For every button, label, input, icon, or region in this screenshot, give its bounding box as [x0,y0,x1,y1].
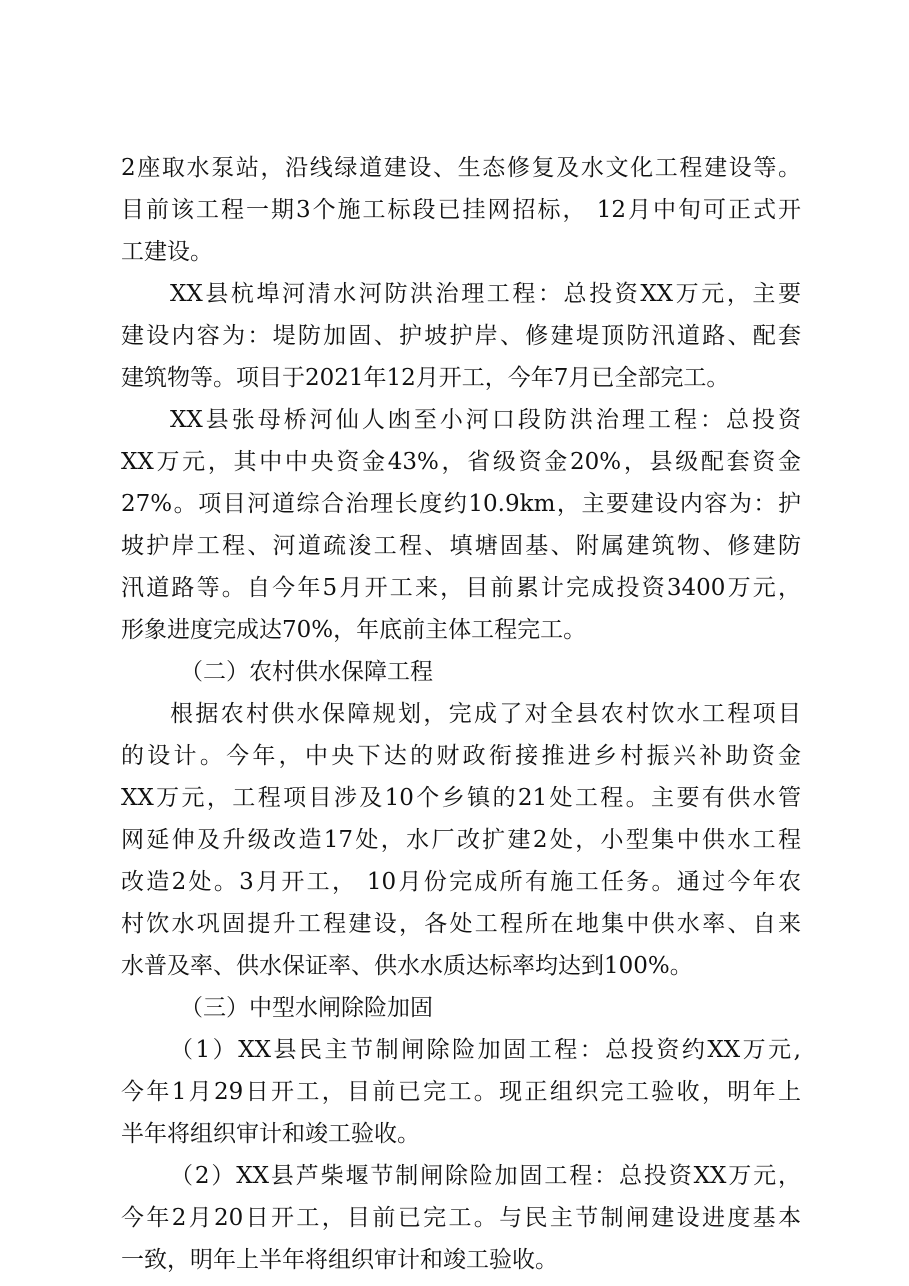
paragraph-line: 坡护岸工程、河道疏浚工程、填塘固基、附属建筑物、修建防 [121,533,801,559]
paragraph-line: 一致，明年上半年将组织审计和竣工验收。 [121,1247,558,1273]
paragraph-line: 根据农村供水保障规划，完成了对全县农村饮水工程项目 [170,701,801,727]
paragraph-line: 建筑物等。项目于2021年12月开工，今年7月已全部完工。 [121,365,730,391]
paragraph-line: 目前该工程一期3个施工标段已挂网招标， 12月中旬可正式开 [121,197,801,223]
paragraph-line: 形象进度完成达70%，年底前主体工程完工。 [121,617,587,643]
paragraph-line: （1）XX县民主节制闸除险加固工程：总投资约XX万元, [170,1037,801,1063]
paragraph-line: 工建设。 [121,239,213,265]
paragraph-line: 半年将组织审计和竣工验收。 [121,1121,420,1147]
paragraph-line: XX万元，其中中央资金43%，省级资金20%，县级配套资金 [121,449,801,475]
paragraph-line: 网延伸及升级改造17处，水厂改扩建2处，小型集中供水工程 [121,827,801,853]
paragraph-line: 建设内容为：堤防加固、护坡护岸、修建堤顶防汛道路、配套 [121,323,801,349]
paragraph-line: XX万元，工程项目涉及10个乡镇的21处工程。主要有供水管 [121,785,801,811]
paragraph-line: 村饮水巩固提升工程建设，各处工程所在地集中供水率、自来 [121,911,801,937]
paragraph-line: XX县杭埠河清水河防洪治理工程：总投资XX万元，主要 [170,281,801,307]
paragraph-line: XX县张母桥河仙人凼至小河口段防洪治理工程：总投资 [170,407,801,433]
paragraph-line: 水普及率、供水保证率、供水水质达标率均达到100%。 [121,953,693,979]
paragraph-line: 今年2月20日开工，目前已完工。与民主节制闸建设进度基本 [121,1205,801,1231]
section-heading: （二）农村供水保障工程 [180,659,433,685]
paragraph-line: 改造2处。3月开工， 10月份完成所有施工任务。通过今年农 [121,869,801,895]
paragraph-line: 的设计。今年，中央下达的财政衔接推进乡村振兴补助资金 [121,743,801,769]
paragraph-line: 2座取水泵站，沿线绿道建设、生态修复及水文化工程建设等。 [121,155,801,181]
section-heading: （三）中型水闸除险加固 [180,995,433,1021]
paragraph-line: 今年1月29日开工，目前已完工。现正组织完工验收，明年上 [121,1079,801,1105]
paragraph-line: （2）XX县芦柴堰节制闸除险加固工程：总投资XX万元， [170,1163,801,1189]
paragraph-line: 汛道路等。自今年5月开工来，目前累计完成投资3400万元， [121,575,801,601]
paragraph-line: 27%。项目河道综合治理长度约10.9km，主要建设内容为：护 [121,491,801,517]
